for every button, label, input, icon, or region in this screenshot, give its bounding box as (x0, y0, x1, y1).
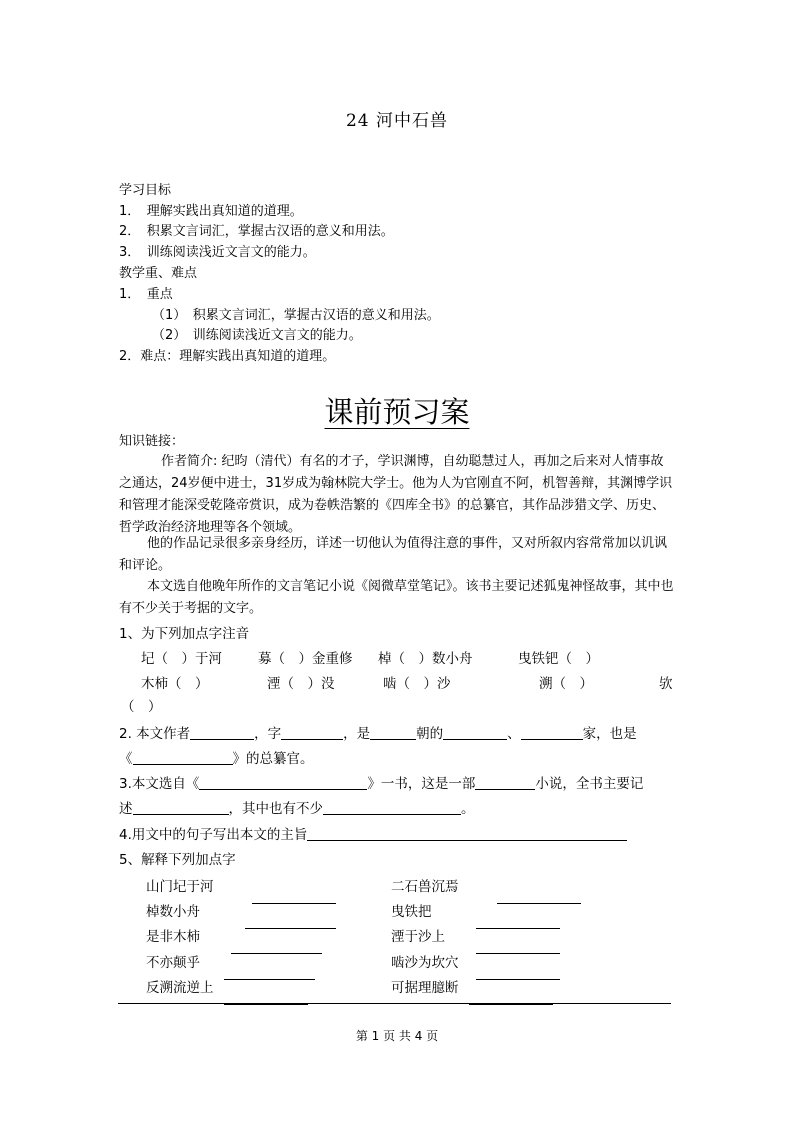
q1-item: 木柿（ ） (141, 676, 209, 692)
q3-text: 述 (119, 801, 133, 817)
q1-item: 曳铁钯（ ） (518, 651, 599, 667)
q3-text: 小说，全书主要记 (535, 776, 644, 792)
question-3 (119, 772, 643, 796)
q1-item: 棹（ ）数小舟 (378, 651, 473, 667)
answer-blank[interactable] (133, 800, 229, 815)
q2-text: 、 (507, 726, 521, 742)
q5-item: 湮于沙上 (391, 929, 445, 945)
answer-blank[interactable] (443, 725, 507, 740)
q1-item: 湮（ ）没 (267, 676, 335, 692)
goal-item: 1． 理解实践出真知道的道理。 (119, 204, 303, 219)
q2-text: 》的总纂官。 (232, 751, 314, 767)
q5-item: 啮沙为坎穴 (391, 955, 459, 971)
answer-blank[interactable] (476, 939, 560, 954)
goal-item: 3． 训练阅读浅近文言文的能力。 (119, 245, 316, 260)
q1-item: （ ） (121, 699, 162, 715)
q5-item: 可据理臆断 (391, 980, 459, 996)
question-1-heading: 1、为下列加点字注音 (119, 626, 250, 642)
answer-blank[interactable] (476, 965, 560, 980)
answer-blank[interactable] (323, 800, 461, 815)
q5-item: 是非木柿 (146, 929, 200, 945)
question-5-heading: 5、解释下列加点字 (119, 852, 236, 868)
q2-text: 朝的 (416, 726, 444, 742)
q5-item: 反溯流逆上 (146, 980, 214, 996)
answer-blank[interactable] (497, 889, 581, 904)
goal-item: 2． 积累文言词汇，掌握古汉语的意义和用法。 (119, 224, 394, 239)
answer-blank[interactable] (199, 775, 367, 790)
answer-blank[interactable] (133, 750, 233, 765)
key-subitem: （2） 训练阅读浅近文言文的能力。 (152, 328, 362, 343)
q1-item: 啮（ ）沙 (383, 676, 451, 692)
goals-heading: 学习目标 (119, 183, 172, 198)
q2-text: 家，也是 (582, 726, 637, 742)
q5-item: 不亦颠乎 (146, 955, 200, 971)
question-4 (119, 823, 627, 847)
answer-blank[interactable] (307, 826, 627, 841)
q3-text: 》一书，这是一部 (367, 776, 476, 792)
q4-text: 4.用文中的句子写出本文的主旨 (119, 827, 308, 843)
q5-item: 二石兽沉焉 (391, 879, 459, 895)
key-subitem: （1） 积累文言词汇，掌握古汉语的意义和用法。 (152, 308, 440, 323)
q1-item: 欤 (659, 676, 673, 692)
q2-text: ，是 (343, 726, 371, 742)
question-3-cont (119, 797, 475, 821)
q3-text: 3.本文选自《 (119, 776, 200, 792)
question-2-cont (119, 747, 314, 771)
answer-blank[interactable] (224, 965, 315, 980)
key-heading: 教学重、难点 (119, 266, 198, 281)
q1-item: 圮（ ）于河 (141, 651, 222, 667)
answer-blank[interactable] (281, 725, 343, 740)
page-title: 24 河中石兽 (345, 111, 449, 131)
key-item: 2．难点：理解实践出真知道的道理。 (119, 349, 336, 364)
q1-item: 溯（ ） (539, 676, 593, 692)
answer-blank[interactable] (370, 725, 416, 740)
answer-blank[interactable] (476, 914, 560, 929)
q2-text: ，字 (254, 726, 282, 742)
q2-text: 《 (119, 751, 133, 767)
q5-item: 棹数小舟 (146, 904, 200, 920)
answer-blank[interactable] (231, 939, 322, 954)
q1-item: 募（ ）金重修 (258, 651, 353, 667)
q3-text: 。 (461, 801, 475, 817)
answer-blank[interactable] (252, 889, 336, 904)
question-2 (119, 722, 637, 746)
knowledge-paragraph: 本文选自他晚年所作的文言笔记小说《阅微草堂笔记》。该书主要记述狐鬼神怪故事，其中也有不少关于考据的文字。 (119, 579, 674, 616)
answer-blank[interactable] (245, 914, 336, 929)
q5-item: 山门圮于河 (146, 879, 214, 895)
knowledge-paragraph: 他的作品记录很多亲身经历，详述一切他认为值得注意的事件，又对所叙内容常常加以讥讽和评论。 (119, 536, 668, 573)
q5-item: 曳铁把 (391, 904, 432, 920)
footer-divider (118, 1003, 671, 1004)
answer-blank[interactable] (521, 725, 583, 740)
page-footer: 第 1 页 共 4 页 (355, 1029, 439, 1043)
section-title (0, 390, 794, 431)
knowledge-heading: 知识链接： (119, 434, 185, 449)
q3-text: ，其中也有不少 (228, 801, 323, 817)
section-title-text: 课前预习案 (324, 395, 470, 429)
answer-blank[interactable] (190, 725, 254, 740)
key-item: 1． 重点 (119, 287, 173, 302)
answer-blank[interactable] (475, 775, 535, 790)
q2-text: 2. 本文作者 (119, 726, 191, 742)
knowledge-paragraph: 作者简介: 纪昀（清代）有名的才子，学识渊博，自幼聪慧过人，再加之后来对人情事故之通达，24岁便中进士，31岁成为翰林院大学士。他为人为官刚直不阿，机智善辩，其渊博学识和管理才能深受乾隆帝赏识，成为卷帙浩繁的《四库全书》的总纂官，其作品涉猎文学、历史、哲学政治经济地理等各个领域。 (119, 454, 673, 535)
